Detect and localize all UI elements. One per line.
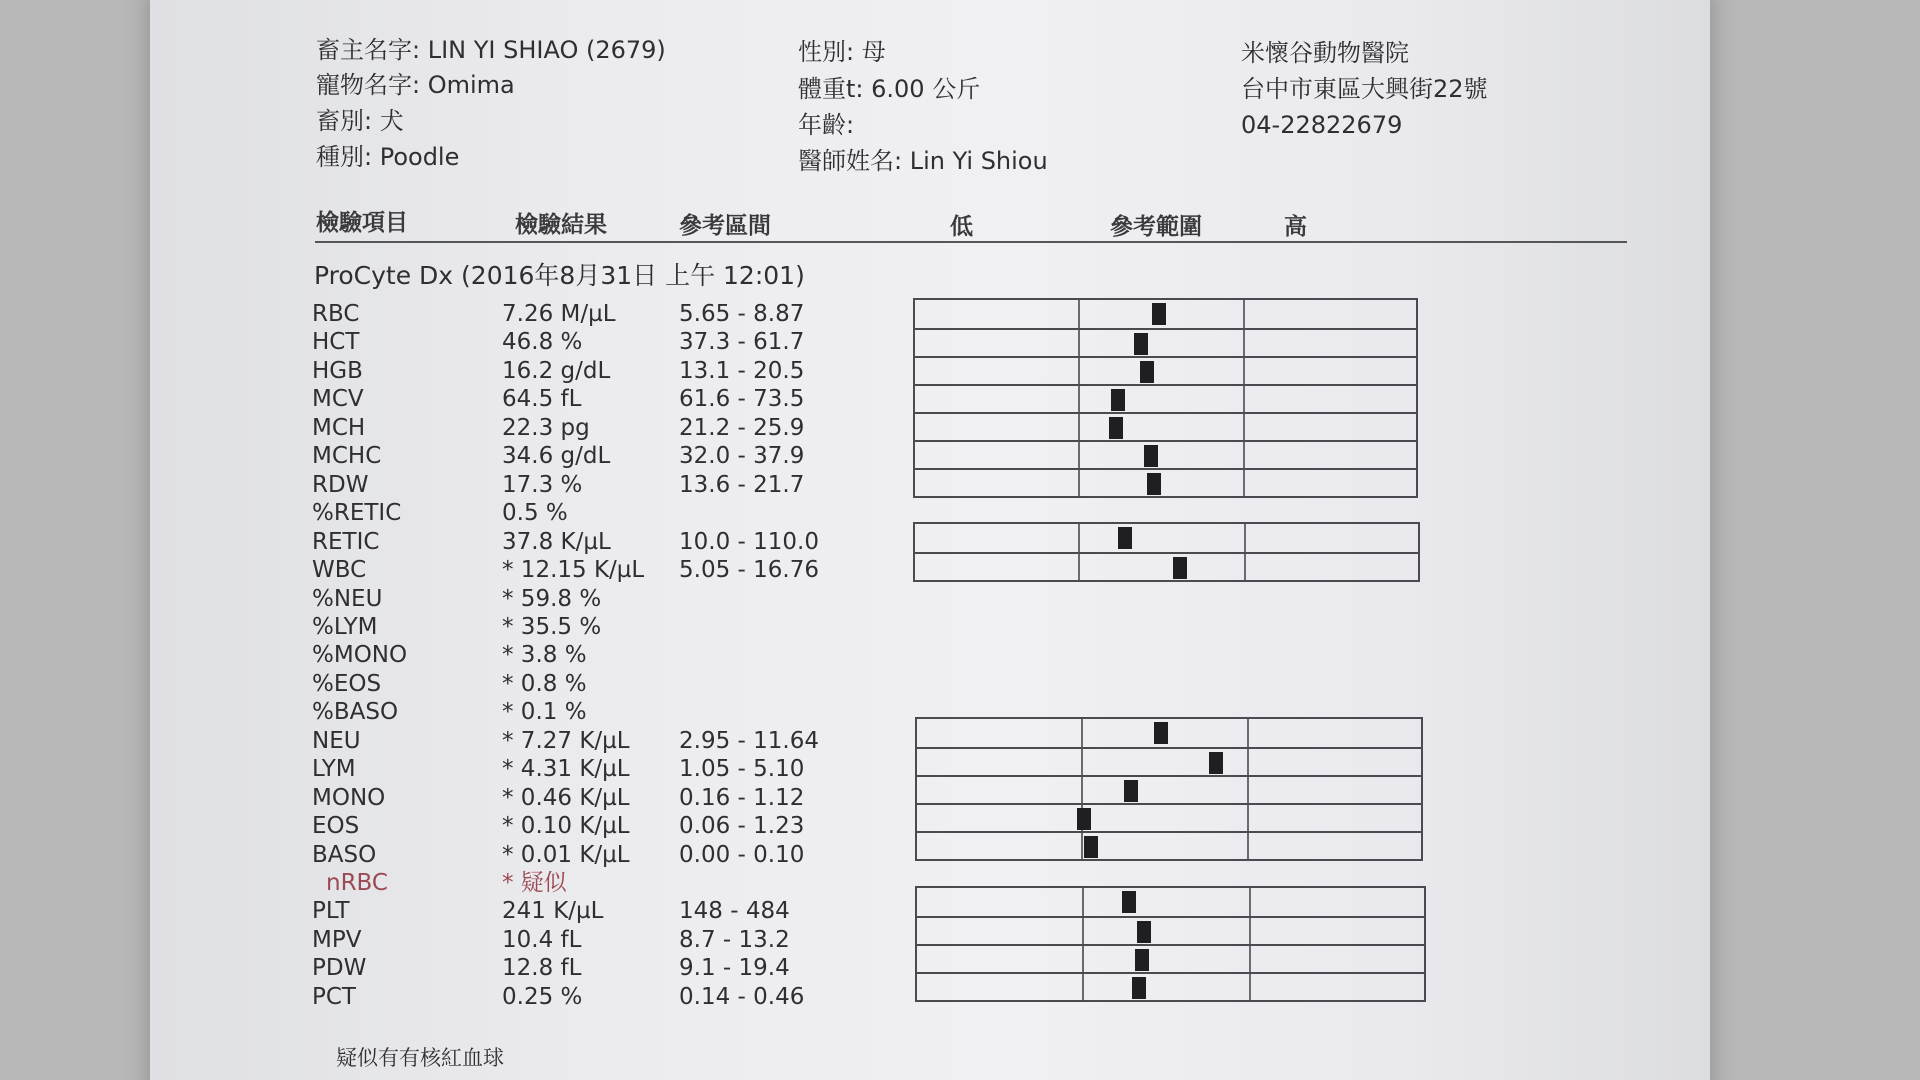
- result-reference: 10.0 - 110.0: [679, 528, 819, 555]
- result-reference: 61.6 - 73.5: [679, 386, 805, 413]
- result-value: 34.6 g/dL: [502, 443, 611, 470]
- weight: 體重t: 6.00 公斤: [798, 75, 981, 103]
- range-bar: [917, 944, 1424, 972]
- clinic-phone: 04-22822679: [1241, 111, 1403, 139]
- result-reference: 0.06 - 1.23: [679, 813, 805, 840]
- range-divider: [1249, 918, 1251, 944]
- range-divider: [1081, 833, 1083, 859]
- doctor-name: 醫師姓名: Lin Yi Shiou: [798, 147, 1048, 175]
- result-name: %NEU: [312, 585, 383, 612]
- result-marker: [1154, 722, 1168, 744]
- result-value: * 0.1 %: [502, 699, 587, 726]
- range-divider: [1078, 554, 1080, 580]
- result-name: HGB: [312, 357, 363, 384]
- result-marker: [1144, 445, 1158, 467]
- range-divider: [1078, 414, 1080, 440]
- result-marker: [1140, 361, 1154, 383]
- result-value: 16.2 g/dL: [502, 357, 611, 384]
- clinic-name: 米懷谷動物醫院: [1241, 39, 1409, 67]
- range-divider: [1082, 946, 1084, 972]
- range-bar: [917, 916, 1424, 944]
- result-name: PCT: [312, 983, 356, 1010]
- range-bar: [917, 803, 1421, 831]
- result-name: %EOS: [312, 670, 382, 697]
- range-divider: [1078, 386, 1080, 412]
- range-divider: [1247, 805, 1249, 831]
- result-value: 22.3 pg: [502, 414, 590, 441]
- result-value: * 0.8 %: [502, 670, 587, 697]
- result-marker: [1084, 836, 1098, 858]
- range-divider: [1082, 888, 1084, 916]
- pet-name: 寵物名字: Omima: [316, 71, 515, 99]
- result-name: %RETIC: [312, 500, 402, 527]
- result-name: PDW: [312, 955, 367, 982]
- result-name: MPV: [312, 926, 362, 953]
- result-value: 0.25 %: [502, 983, 583, 1010]
- range-bar: [915, 384, 1416, 412]
- species: 畜別: 犬: [316, 107, 404, 135]
- result-name: LYM: [312, 756, 356, 783]
- range-divider: [1249, 888, 1251, 916]
- range-divider: [1247, 777, 1249, 803]
- reference-range-grid: [915, 886, 1426, 1002]
- result-value: 37.8 K/µL: [502, 528, 611, 555]
- result-marker: [1134, 333, 1148, 355]
- result-reference: 148 - 484: [679, 898, 790, 925]
- result-reference: 0.00 - 0.10: [679, 841, 805, 868]
- range-bar: [915, 328, 1416, 356]
- reference-range-grid: [913, 522, 1420, 582]
- result-name: RDW: [312, 471, 369, 498]
- result-value: * 0.10 K/µL: [502, 813, 630, 840]
- range-divider: [1243, 442, 1245, 468]
- range-divider: [1243, 414, 1245, 440]
- column-header-item: 檢驗項目: [316, 210, 408, 236]
- result-reference: 1.05 - 5.10: [679, 756, 805, 783]
- result-reference: 2.95 - 11.64: [679, 727, 819, 754]
- result-marker: [1152, 303, 1166, 325]
- result-value: * 3.8 %: [502, 642, 587, 669]
- result-reference: 32.0 - 37.9: [679, 443, 805, 470]
- range-bar: [917, 831, 1421, 859]
- column-header-high: 高: [1284, 214, 1307, 240]
- result-name: %LYM: [312, 613, 378, 640]
- result-marker: [1111, 389, 1125, 411]
- range-divider: [1078, 442, 1080, 468]
- result-name: MCH: [312, 414, 366, 441]
- result-reference: 8.7 - 13.2: [679, 926, 790, 953]
- range-divider: [1078, 470, 1080, 496]
- range-divider: [1082, 974, 1084, 1000]
- result-reference: 0.14 - 0.46: [679, 983, 805, 1010]
- range-divider: [1247, 719, 1249, 747]
- range-bar: [915, 412, 1416, 440]
- result-value: 241 K/µL: [502, 898, 604, 925]
- range-divider: [1243, 330, 1245, 356]
- result-value: 10.4 fL: [502, 926, 582, 953]
- result-name: nRBC: [326, 870, 388, 896]
- age: 年齡:: [798, 111, 855, 139]
- range-bar: [917, 747, 1421, 775]
- result-name: RETIC: [312, 528, 380, 555]
- column-header-result: 檢驗結果: [515, 212, 607, 238]
- result-marker: [1122, 891, 1136, 913]
- range-bar: [915, 524, 1418, 552]
- range-divider: [1247, 833, 1249, 859]
- result-marker: [1077, 808, 1091, 830]
- range-bar: [917, 719, 1421, 747]
- result-marker: [1124, 780, 1138, 802]
- result-value: * 疑似: [502, 870, 567, 896]
- range-divider: [1244, 524, 1246, 552]
- result-reference: 13.1 - 20.5: [679, 357, 805, 384]
- result-value: 64.5 fL: [502, 386, 582, 413]
- reference-range-grid: [915, 717, 1423, 861]
- sex: 性別: 母: [798, 38, 886, 66]
- reference-range-grid: [913, 298, 1418, 498]
- result-reference: 0.16 - 1.12: [679, 784, 805, 811]
- range-divider: [1082, 918, 1084, 944]
- result-reference: 21.2 - 25.9: [679, 414, 805, 441]
- result-marker: [1173, 557, 1187, 579]
- breed: 種別: Poodle: [316, 143, 460, 171]
- range-bar: [917, 888, 1424, 916]
- range-bar: [915, 300, 1416, 328]
- result-value: * 0.46 K/µL: [502, 784, 630, 811]
- result-name: BASO: [312, 841, 377, 868]
- range-divider: [1078, 358, 1080, 384]
- result-value: 0.5 %: [502, 500, 568, 527]
- result-value: 17.3 %: [502, 471, 583, 498]
- range-divider: [1249, 974, 1251, 1000]
- section-title: ProCyte Dx (2016年8月31日 上午 12:01): [314, 261, 805, 290]
- result-reference: 5.65 - 8.87: [679, 301, 805, 327]
- range-bar: [917, 775, 1421, 803]
- result-name: %BASO: [312, 699, 399, 726]
- range-divider: [1078, 330, 1080, 356]
- result-marker: [1109, 417, 1123, 439]
- result-reference: 5.05 - 16.76: [679, 557, 819, 584]
- result-marker: [1209, 752, 1223, 774]
- range-divider: [1081, 749, 1083, 775]
- range-bar: [915, 440, 1416, 468]
- range-divider: [1243, 358, 1245, 384]
- range-divider: [1078, 300, 1080, 328]
- result-name: MONO: [312, 784, 386, 811]
- result-value: * 4.31 K/µL: [502, 756, 630, 783]
- result-marker: [1135, 949, 1149, 971]
- range-divider: [1081, 719, 1083, 747]
- range-bar: [915, 468, 1416, 496]
- result-reference: 13.6 - 21.7: [679, 471, 805, 498]
- result-marker: [1118, 527, 1132, 549]
- result-name: PLT: [312, 898, 350, 925]
- result-name: RBC: [312, 301, 360, 327]
- result-value: 46.8 %: [502, 329, 583, 356]
- result-marker: [1132, 977, 1146, 999]
- footnote: 疑似有有核紅血球: [336, 1046, 504, 1070]
- result-name: EOS: [312, 813, 360, 840]
- result-value: * 0.01 K/µL: [502, 841, 630, 868]
- column-header-reference: 參考區間: [679, 213, 771, 239]
- range-bar: [917, 972, 1424, 1000]
- column-header-range: 參考範圍: [1110, 214, 1202, 240]
- result-name: %MONO: [312, 642, 408, 669]
- header-divider: [315, 241, 1627, 243]
- result-name: MCHC: [312, 443, 382, 470]
- range-divider: [1249, 946, 1251, 972]
- range-divider: [1078, 524, 1080, 552]
- result-value: * 59.8 %: [502, 585, 602, 612]
- result-name: HCT: [312, 329, 360, 356]
- result-value: * 12.15 K/µL: [502, 557, 645, 584]
- result-marker: [1147, 473, 1161, 495]
- range-bar: [915, 552, 1418, 580]
- result-value: 12.8 fL: [502, 955, 582, 982]
- result-name: WBC: [312, 557, 367, 584]
- result-value: * 35.5 %: [502, 613, 602, 640]
- result-marker: [1137, 921, 1151, 943]
- result-reference: 37.3 - 61.7: [679, 329, 805, 356]
- range-divider: [1244, 554, 1246, 580]
- range-divider: [1243, 470, 1245, 496]
- clinic-address: 台中市東區大興街22號: [1241, 75, 1488, 103]
- result-reference: 9.1 - 19.4: [679, 955, 790, 982]
- range-divider: [1081, 777, 1083, 803]
- result-value: * 7.27 K/µL: [502, 727, 630, 754]
- result-name: NEU: [312, 727, 361, 754]
- range-divider: [1247, 749, 1249, 775]
- column-header-low: 低: [950, 214, 973, 240]
- range-divider: [1243, 300, 1245, 328]
- result-name: MCV: [312, 386, 364, 413]
- range-divider: [1243, 386, 1245, 412]
- range-bar: [915, 356, 1416, 384]
- result-value: 7.26 M/µL: [502, 301, 616, 327]
- owner-name: 畜主名字: LIN YI SHIAO (2679): [316, 36, 666, 64]
